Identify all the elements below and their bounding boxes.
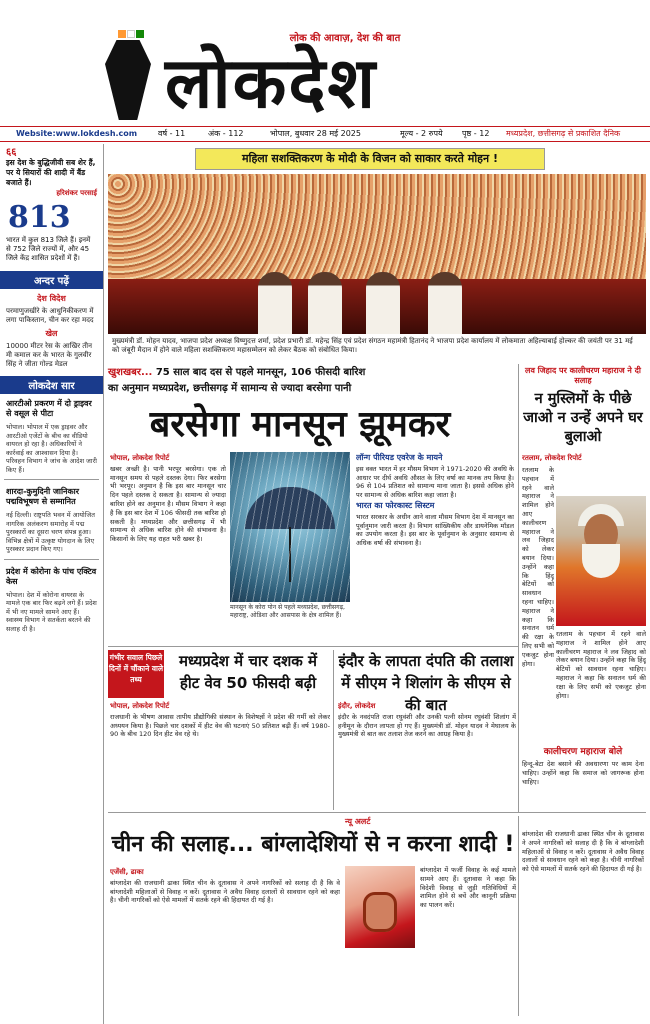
rain-drops [230,452,350,602]
china-body-2: बांग्लादेश में फर्जी विवाह के कई मामले सामने आए हैं। दूतावास ने कहा कि विदेशी विवाह से जुड़ी गतिविधियों में शामिल होने से बचें और कानूनी प्रक्रिया का पालन करें। [420,866,516,910]
inside-item-2-text[interactable]: 10000 मीटर रेस के आखिर तीन मी कमाल कर के भारत के गुलवीर सिंह ने जीता गोल्ड मेडल [6,342,92,368]
dateline: भोपाल, बुधवार 28 मई 2025 [270,129,361,138]
serious-question-box: गंभीर सवाल पिछले दिनों में चौंकाने वाले तथ्य [108,650,164,698]
tricolor-flag-icon [118,30,144,38]
news-2-headline[interactable]: शारदा-कुमुदिनी जानिकार पद्मविभूषण से सम्मानित [6,487,79,506]
monsoon-col-1 [110,452,226,644]
saint-beard [582,544,620,578]
inside-section-title: अन्दर पढ़ें [0,271,103,289]
saint-body-continued: रतलाम के पहचान में रहने वाले महाराज ने शामिल होने आए कालीचरण महाराज ने लव जिहाद को लेकर बयान दिया। उन्होंने कहा कि हिंदू बेटियों को सावधान रहना चाहिए। महाराज ने कहा कि सनातन धर्म की रक्षा के लिए सभी को एकजुट होना होगा। [556,630,646,700]
china-headline[interactable]: चीन की सलाह... बांग्लादेशियों से न करना शादी ! [111,832,515,857]
heatwave-byline: भोपाल, लोकदेश रिपोर्ट [110,702,170,710]
china-body-3: बांग्लादेश की राजधानी ढाका स्थित चीन के दूतावास ने अपने नागरिकों को सलाह दी है कि वे बांग्लादेशी महिलाओं से विवाह न करें। दूतावास ने अवैध विवाह दलालों से सावधान रहने को कहा है। चीनी नागरिकों को ऐसे मामलों में सतर्क रहने की हिदायत दी गई है। [522,830,644,874]
inside-item-1-head[interactable]: देश विदेश [37,294,66,303]
news-summary-title: लोकदेश सार [0,376,103,394]
china-col-3 [522,830,644,1016]
indore-headline[interactable]: इंदौर के लापता दंपति की तलाश में सीएम ने शिलांग के सीएम से की बात [338,652,514,714]
divider [518,816,519,1016]
saint-body: रतलाम के पहचान में रहने वाले महाराज ने शामिल होने आए कालीचरण महाराज ने लव जिहाद को लेकर बयान दिया। उन्होंने कहा कि हिंदू बेटियों को सावधान रहना चाहिए। महाराज ने कहा कि सनातन धर्म की रक्षा के लिए सभी को एकजुट होना होगा। [522,466,554,668]
inside-item-1-text[interactable]: परमाणुजखीरे के आधुनिकीकरण में लगा पाकिस्तान, चीन कर रहा मदद [6,307,94,324]
divider [108,646,518,647]
pen-fist-logo-icon [105,40,151,120]
news-3-body: भोपाल। देश में कोरोना वायरस के मामले एक बार फिर बढ़ने लगे हैं। प्रदेश में भी नए मामले सामने आए हैं। स्वास्थ्य विभाग ने सतर्कता बरतने की सलाह दी है। [6,590,97,633]
monsoon-byline: भोपाल, लोकदेश रिपोर्ट [110,454,170,462]
news-3-headline[interactable]: प्रदेश में कोरोना के पांच एक्टिव केस [6,566,97,586]
bride-hands-image [345,866,415,948]
china-col-1 [110,866,340,1016]
person-figure [308,272,342,334]
quote-text: इस देश के बुद्धिजीवी सब शेर हैं, पर ये सियारों की शादी में बैंड बजाते हैं। [6,158,96,187]
monsoon-col-2 [356,452,514,644]
new-alert-badge: न्यू अलर्ट [345,817,371,826]
saint-col-bottom [522,760,644,810]
info-bar [0,126,650,142]
indore-byline: इंदौर, लोकदेश [338,702,376,710]
big-number: 813 [8,200,71,235]
saint-body-2: हिन्दू-बेटा देश बसाने की अवधारणा पर काम देना चाहिए। उन्होंने कहा कि समाज को जागरूक होना चाहिए। [522,760,644,786]
newspaper-brand: लोकदेश [165,41,378,124]
news-2-body: नई दिल्ली। राष्ट्रपति भवन में आयोजित नागरिक अलंकरण समारोह में पद्म पुरस्कारों का दूसरा चरण संपन्न हुआ। विभिन्न क्षेत्रों में उत्कृष्ट योगदान के लिए पुरस्कार प्रदान किए गए। [6,511,95,553]
monsoon-image-caption: मानसून के कोरा पोन से पहले मध्यप्रदेश, छत्तीसगढ़, महाराष्ट्र, ओडिशा और आसपास के क्षेत्र शामिल हैं। [230,604,346,619]
heatwave-headline[interactable]: मध्यप्रदेश में चार दशक में हीट वेव 50 फीसदी बढ़ी [178,652,318,692]
crowd-image [108,174,646,284]
saint-photo [556,496,646,626]
top-story-photo [108,174,646,334]
divider [333,650,334,810]
indore-body: इंदौर के नवदंपति राजा रघुवंशी और उनकी पत्नी सोनम रघुवंशी शिलांग में हनीमून के दौरान लापता हो गए हैं। मुख्यमंत्री डॉ. मोहन यादव ने मेघालय के मुख्यमंत्री से बात कर तलाश तेज करने का आग्रह किया है। [338,712,516,739]
henna-hand [363,892,397,932]
forecast-box-head: भारत का फोरकास्ट सिस्टम [356,500,435,510]
person-figure [366,272,400,334]
quote-author: हरिशंकर परसाई [56,189,97,197]
price: मूल्य - 2 रुपये [400,129,443,138]
inside-item-2-head[interactable]: खेल [45,329,58,338]
monsoon-kicker [108,366,518,380]
saint-kicker: लव जिहाद पर कालीचरण महाराज ने दी सलाह [525,366,641,385]
person-figure [428,272,462,334]
top-story-headline[interactable]: महिला सशक्तिकरण के मोदी के विजन को साकार करते मोहन ! [195,148,545,170]
quote-box [0,144,103,202]
monsoon-body-3: भारत सरकार के अधीन आने वाला मौसम विभाग देश में मानसून का पूर्वानुमान जारी करता है। विभाग सांख्यिकीय और डायनेमिक मॉडल का उपयोग करता है। इस बार के पूर्वानुमान के अनुसार सामान्य से अधिक वर्षा की संभावना है। [356,512,514,548]
divider [108,812,646,813]
indore-col [338,700,516,810]
issue: अंक - 112 [208,129,244,138]
masthead-tagline: लोक की आवाज़, देश की बात [289,33,401,44]
left-column [0,144,104,1024]
umbrella-rain-image [230,452,350,602]
monsoon-body-2: इस वक्त भारत में हर मौसम विभाग ने 1971-2020 की अवधि के आधार पर दीर्घ अवधि औसत के लिए वर्षा का मानक तय किया है। 96 से 104 प्रतिशत को सामान्य माना जाता है। इससे अधिक होने पर सामान्य से अधिक बारिश कहा जाता है। [356,464,514,500]
saint-photo-caption: कालीचरण महाराज बोले [543,747,623,757]
monsoon-headline[interactable]: बरसेगा मानसून झूमकर [149,403,451,445]
heatwave-body: राजधानी के भीषण आवास तापीय प्रौद्योगिकी संस्थान के विशेषज्ञों ने प्रदेश की गर्मी को लेकर अध्ययन किया है। पिछले चार दशकों में हीट वेव की घटनाएं 50 प्रतिशत बढ़ी हैं। वर्ष 1980-90 के बीच 120 दिन हीट वेव रहे थे। [110,712,330,739]
pages: पृष्ठ - 12 [462,129,490,138]
quote-mark: ६६ [6,147,17,158]
number-text: भारत में कुल 813 जिले हैं। इनमें से 752 जिले राज्यों में, और 45 जिले केंद्र शासित प्रदेशों में हैं। [6,236,91,262]
news-1-headline[interactable]: आरटीओ प्रकरण में दो ड्राइवर से वसूल से पीटा [6,399,92,418]
saint-headline[interactable]: न मुस्लिमों के पीछे जाओ न उन्हें अपने घर बुलाओ [523,391,643,445]
divider [4,479,99,480]
news-1-body: भोपाल। भोपाल में एक ड्राइवर और आरटीओ एजेंटों के बीच का वीडियो वायरल हो रहा है। अधिकारियों ने कार्रवाई का आश्वासन दिया है। परिवहन विभाग ने जांच के आदेश जारी किए हैं। [6,423,97,474]
website-link[interactable]: Website:www.lokdesh.com [16,129,138,138]
person-figure [258,272,292,334]
china-byline: एजेंसी, ढाका [110,868,144,876]
monsoon-body-1: खबर अच्छी है। पानी भरपूर बरसेगा। एक तो मानसून समय से पहले दस्तक देगा। फिर बरसेगा भी भरपूर। अनुमान है कि इस बार मानसून चार दिन पहले दस्तक दे सकता है। सामान्य से ज्यादा बारिश होने का अनुमान है। मौसम विभाग ने कहा है कि इस बार देश में 106 फीसदी तक बारिश हो सकती है। मध्यप्रदेश और छत्तीसगढ़ में भी सामान्य से अधिक बारिश होने की संभावना है। किसानों के लिए यह राहत भरी खबर है। [110,464,226,544]
china-col-2 [420,866,516,1016]
heatwave-col [110,700,330,810]
saint-col-below [556,630,646,742]
saint-byline: रतलाम, लोकदेश रिपोर्ट [522,454,582,462]
monsoon-kicker-2: का अनुमान मध्यप्रदेश, छत्तीसगढ़ में सामान्य से ज्यादा बरसेगा पानी [108,383,352,394]
top-story-caption: मुख्यमंत्री डॉ. मोहन यादव, भाजपा प्रदेश अध्यक्ष विष्णुदत्त शर्मा, प्रदेश प्रभारी डॉ. महेन्द्र सिंह एवं प्रदेश संगठन महामंत्री हितानंद ने भाजपा प्रदेश कार्यालय में लोकमाता अहिल्याबाई होल्कर की जयंती पर 31 मई को जंबूरी मैदान में होने वाले महिला सशक्तिकरण महासम्मेलन को लेकर बैठक को संबोधित किया। [112,337,633,354]
kicker-prefix: खुशखबर... [108,367,153,378]
lpa-box-head: लॉन्ग पीरियड एवरेज के मायने [356,453,443,462]
masthead [0,0,650,125]
divider [518,364,519,812]
kicker-text: 75 साल बाद दस से पहले मानसून, 106 फीसदी बारिश [155,367,366,378]
edition: मध्यप्रदेश, छत्तीसगढ़ से प्रकाशित दैनिक [506,129,621,138]
china-body: बांग्लादेश की राजधानी ढाका स्थित चीन के दूतावास ने अपने नागरिकों को सलाह दी है कि वे बांग्लादेशी महिलाओं से विवाह न करें। दूतावास ने अवैध विवाह दलालों से सावधान रहने को कहा है। चीनी नागरिकों को ऐसे मामलों में सतर्क रहने की हिदायत दी गई है। [110,878,340,905]
divider [4,559,99,560]
saint-body-left [522,466,554,742]
year: वर्ष - 11 [158,129,186,138]
